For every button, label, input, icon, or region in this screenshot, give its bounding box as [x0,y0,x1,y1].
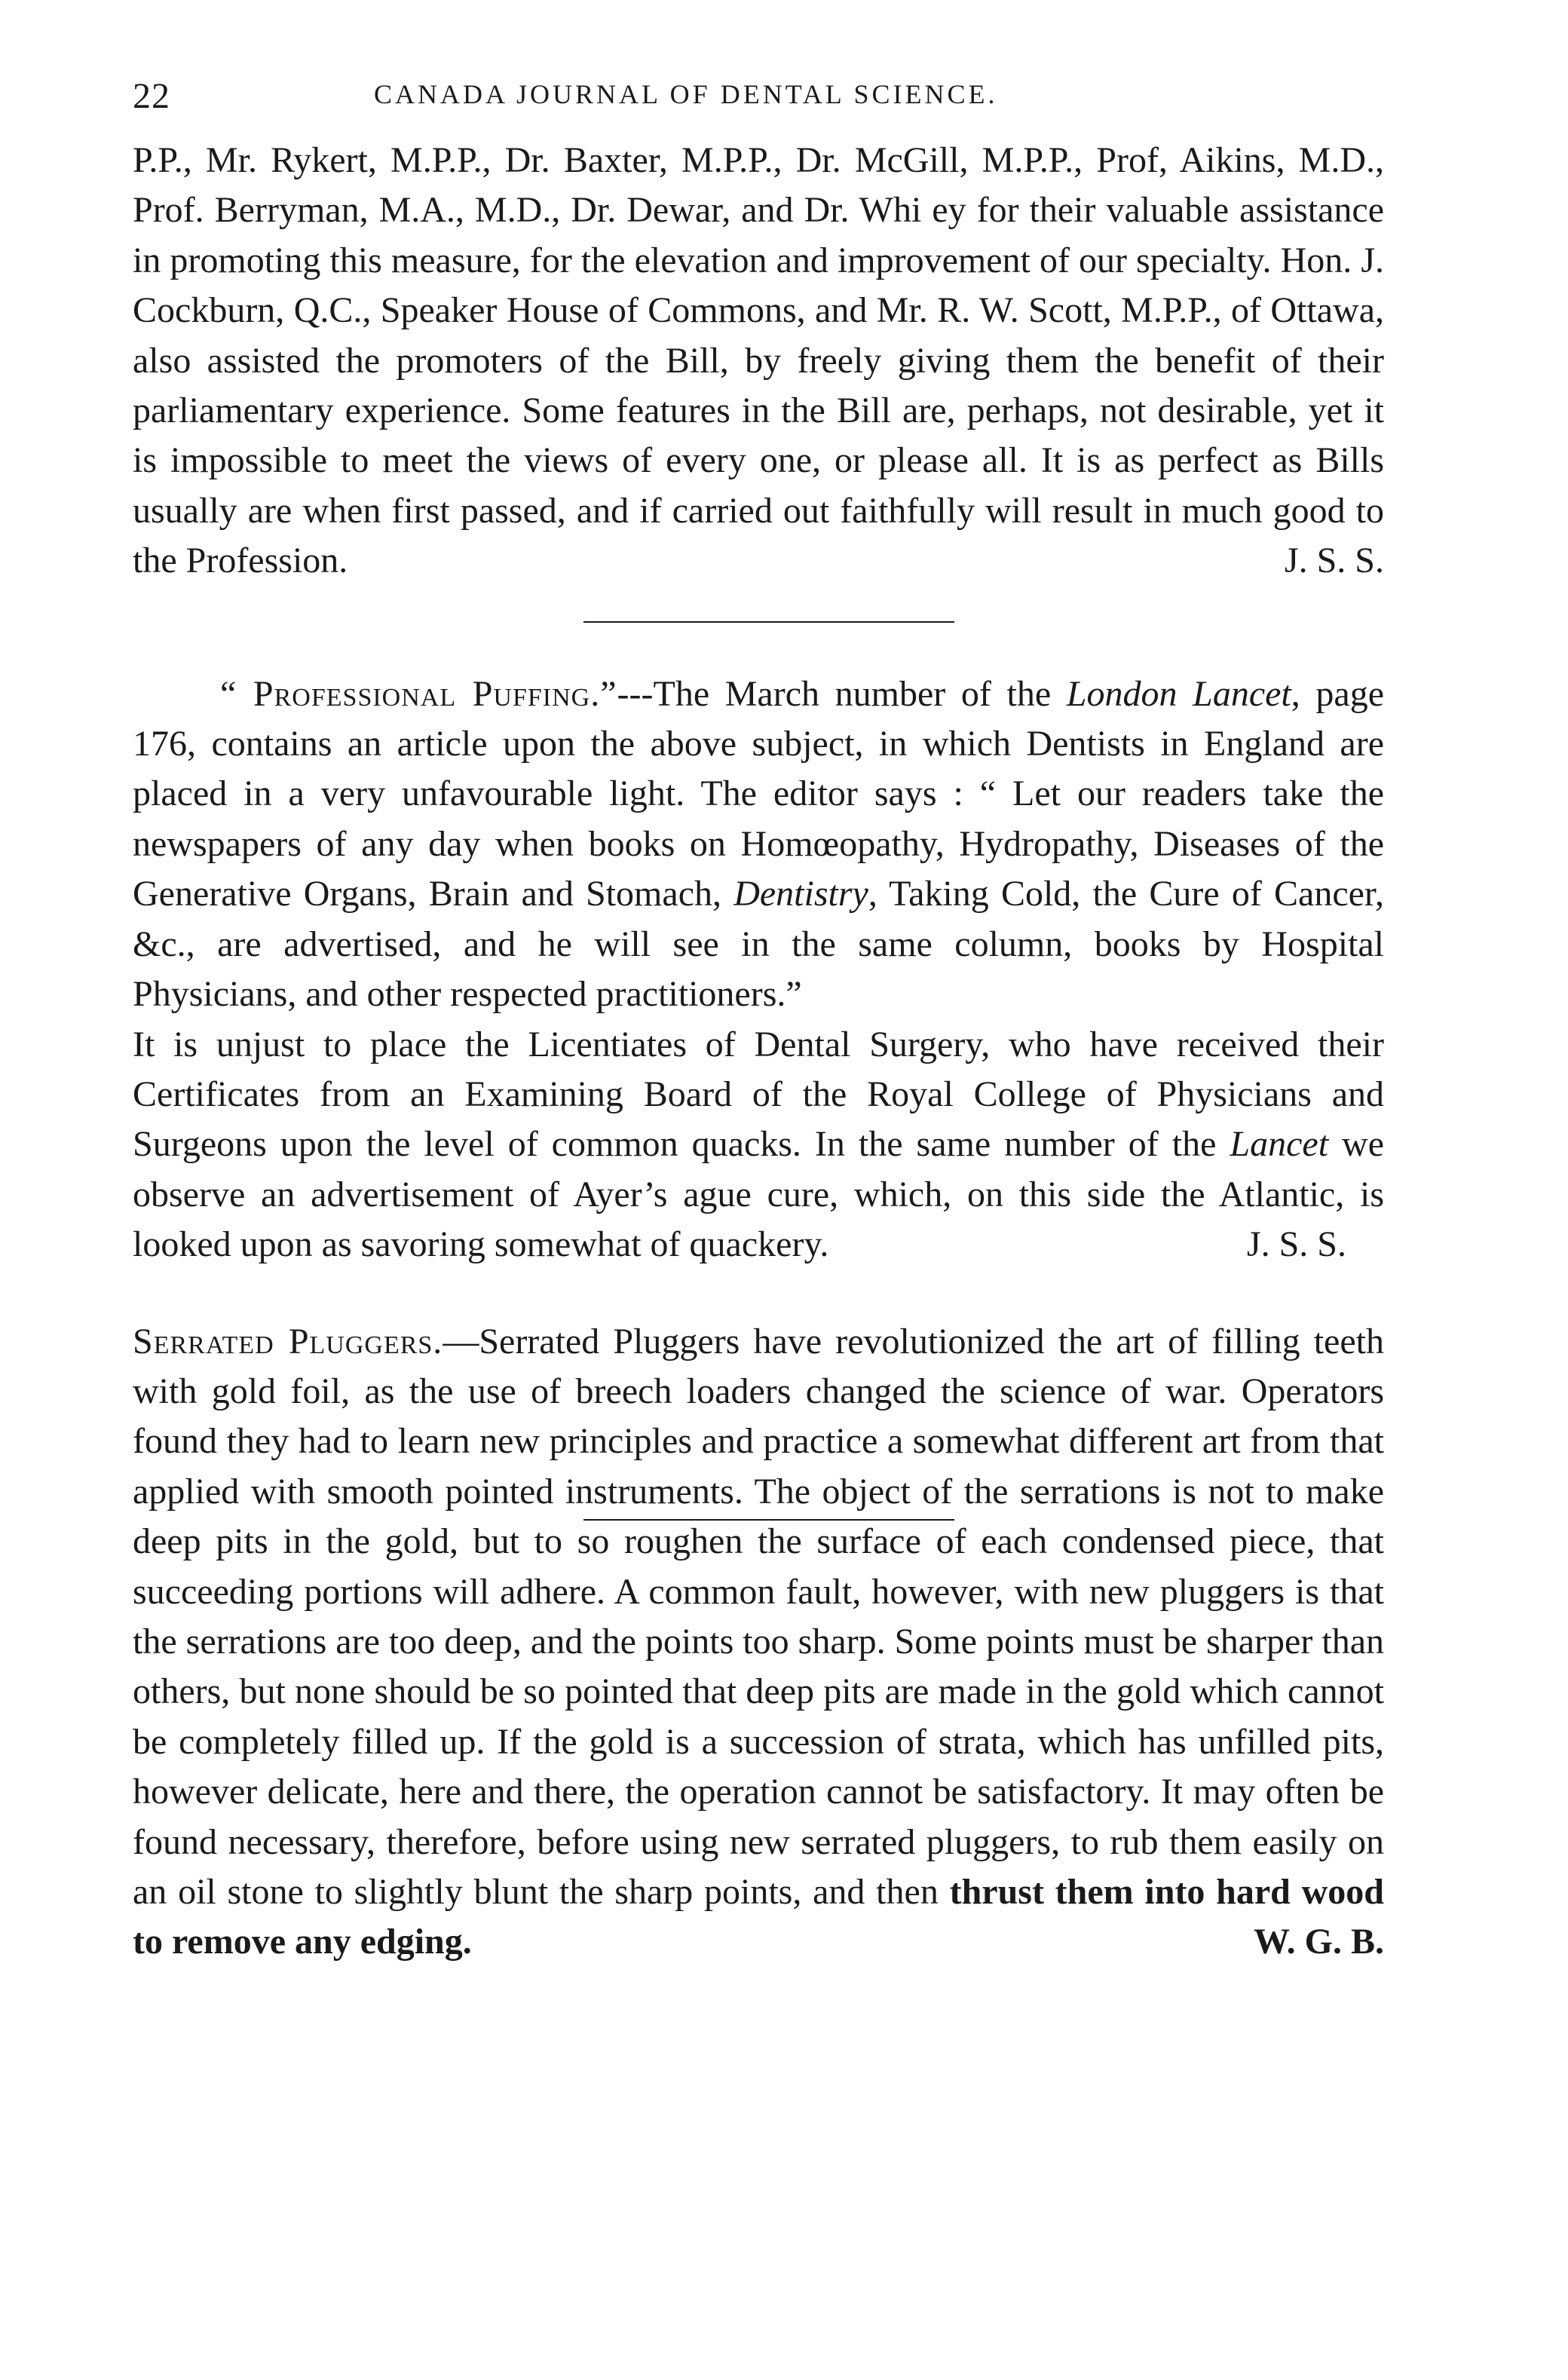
signature-jss: J. S. S. [1284,541,1384,581]
heading-dash: — [443,1321,479,1362]
italic-dentistry: Dentistry [733,874,868,914]
divider-line-2 [583,1519,954,1521]
page-header [133,68,1384,136]
paragraph-text-b: , page 176, contains an article upon the above subject, in which Dentists in England are placed in a very unfavourable light. The editor says : “ Let our readers take the newspapers of any day when books on Homœopathy, Hydropathy, Diseases of the Generative Organs, Brain and Stomach, [133,673,1385,914]
paragraph-bill-acknowledgements [133,136,1384,587]
section-gap [133,1270,1384,1317]
paragraph-text-b: thrust them into hard wood to remove any edging. [133,1872,1384,1962]
section-divider [133,587,1384,669]
page-number: 22 [133,76,170,116]
section-heading-professional-puffing: “ Professional Puffing.” [220,673,617,714]
signature-wgb: W. G. B. [1254,1922,1384,1962]
heading-dash: --- [617,673,654,714]
paragraph-text-a: The March number of the [653,673,1067,714]
paragraph-text-c: , Taking Cold, the Cure of Cancer, &c., are advertised, and he will see in the same column, books by Hospital Physicians, and other respected practitioners.” [133,874,1384,1015]
paragraph-text-a: It is unjust to place the Licentiates of Dental Surgery, who have received their Certificates from an Examining Board of the Royal College of Physicians and Surgeons upon the level of common quacks. In the same number of the [133,1024,1384,1165]
journal-title-london-lancet: London Lancet [1066,673,1291,714]
paragraph-text-a: Serrated Pluggers have revolutionized the art of filling teeth with gold foil, as the use of breech loaders changed the science of war. Operators found they had to learn new principles and practice a somewhat different art from that applied with smooth pointed instruments. The object of the serrations is not to make deep pits in the gold, but to so roughen the surface of each condensed piece, that succeeding portions will adhere. A common fault, however, with new pluggers is that the serrations are too deep, and the points too sharp. Some points must be sharper than others, but none should be so pointed that deep pits are made in the gold which cannot be completely filled up. If the gold is a succession of strata, which has unfilled pits, however delicate, here and there, the operation cannot be satisfactory. It may often be found necessary, therefore, before using new serrated pluggers, to rub them easily on an oil stone to slightly blunt the sharp points, and then [133,1321,1384,1912]
paragraph-text: P.P., Mr. Rykert, M.P.P., Dr. Baxter, M.P.P., Dr. McGill, M.P.P., Prof, Aikins, M.D., Prof. Berryman, M.A., M.D., Dr. Dewar, and Dr. Whi ey for their valuable assistance in promoting this measure, for the elevation and improvement of our specialty. Hon. J. Cockburn, Q.C., Speaker House of Commons, and Mr. R. W. Scott, M.P.P., of Ottawa, also assisted the promoters of the Bill, by freely giving them the benefit of their parliamentary experience. Some features in the Bill are, perhaps, not desirable, yet it is impossible to meet the views of every one, or please all. It is as perfect as Bills usually are when first passed, and if carried out faithfully will result in much good to the Profession. [133,140,1384,581]
paragraph-serrated-pluggers [133,1317,1384,1968]
paragraph-licentiates [133,1020,1384,1270]
journal-title-lancet: Lancet [1230,1124,1329,1165]
signature-jss-2: J. S. S. [1246,1224,1346,1265]
running-head: CANADA JOURNAL OF DENTAL SCIENCE. [374,79,998,109]
section-heading-serrated-pluggers: Serrated Pluggers. [133,1321,443,1362]
divider-line [583,621,954,623]
paragraph-professional-puffing [133,669,1384,1020]
paragraph-text-b: we observe an advertisement of Ayer’s ague cure, which, on this side the Atlantic, is looked upon as savoring somewhat of quackery. [133,1124,1385,1265]
journal-page [133,68,1384,1968]
